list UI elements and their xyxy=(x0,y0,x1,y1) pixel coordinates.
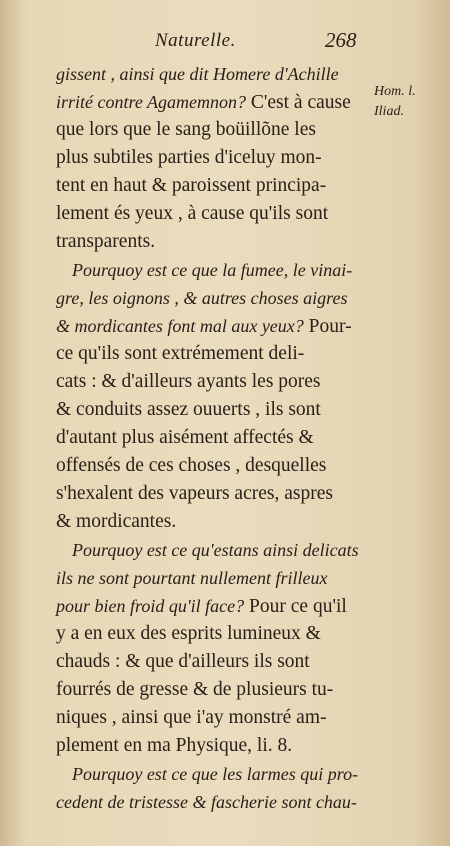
text-line xyxy=(56,648,378,676)
italic-segment: gissent , ainsi que dit Homere d'Achille xyxy=(56,64,339,84)
text-line xyxy=(56,256,378,284)
roman-segment: offensés de ces choses , desquelles xyxy=(56,455,327,476)
roman-segment: lement és yeux , à cause qu'ils sont xyxy=(56,203,329,224)
text-line xyxy=(56,676,378,704)
text-line xyxy=(56,452,378,480)
text-line xyxy=(56,788,378,816)
margin-note-line: Hom. l. xyxy=(374,84,416,99)
text-line xyxy=(56,480,378,508)
italic-segment: Pourquoy est ce que la fumee, le vinai- xyxy=(72,260,353,280)
roman-segment: C'est à cause xyxy=(245,92,351,113)
roman-segment: ce qu'ils sont extrémement deli- xyxy=(56,343,305,364)
text-line xyxy=(56,60,378,88)
margin-note xyxy=(374,82,444,122)
text-line xyxy=(56,312,378,340)
page-header xyxy=(0,30,450,54)
margin-note-line: Iliad. xyxy=(374,104,404,119)
text-line xyxy=(56,284,378,312)
roman-segment: & mordicantes. xyxy=(56,511,177,532)
roman-segment: cats : & d'ailleurs ayants les pores xyxy=(56,371,321,392)
roman-segment: s'hexalent des vapeurs acres, aspres xyxy=(56,483,333,504)
roman-segment: transparents. xyxy=(56,231,156,252)
text-line xyxy=(56,172,378,200)
italic-segment: Pourquoy est ce qu'estans ainsi delicats xyxy=(72,540,359,560)
roman-segment: Pour ce qu'il xyxy=(244,596,347,617)
italic-segment: cedent de tristesse & fascherie sont chau- xyxy=(56,792,357,812)
text-line xyxy=(56,396,378,424)
text-line xyxy=(56,732,378,760)
roman-segment: que lors que le sang boüillõne les xyxy=(56,119,316,140)
roman-segment: plement en ma Physique, li. 8. xyxy=(56,735,293,756)
italic-segment: & mordicantes font mal aux yeux? xyxy=(56,316,304,336)
text-line xyxy=(56,424,378,452)
body-text xyxy=(56,60,378,816)
roman-segment: d'autant plus aisément affectés & xyxy=(56,427,314,448)
page-number: 268 xyxy=(325,28,357,52)
text-line xyxy=(56,340,378,368)
text-line xyxy=(56,88,378,116)
roman-segment: tent en haut & paroissent principa- xyxy=(56,175,327,196)
roman-segment: chauds : & que d'ailleurs ils sont xyxy=(56,651,310,672)
italic-segment: gre, les oignons , & autres choses aigres xyxy=(56,288,348,308)
text-line xyxy=(56,536,378,564)
text-line xyxy=(56,144,378,172)
italic-segment: ils ne sont pourtant nullement frilleux xyxy=(56,568,328,588)
roman-segment: niques , ainsi que i'ay monstré am- xyxy=(56,707,327,728)
roman-segment: & conduits assez ouuerts , ils sont xyxy=(56,399,321,420)
text-line xyxy=(56,620,378,648)
roman-segment: y a en eux des esprits lumineux & xyxy=(56,623,321,644)
text-line xyxy=(56,704,378,732)
text-line xyxy=(56,508,378,536)
text-line xyxy=(56,368,378,396)
roman-segment: plus subtiles parties d'iceluy mon- xyxy=(56,147,322,168)
text-line xyxy=(56,200,378,228)
text-line xyxy=(56,760,378,788)
italic-segment: pour bien froid qu'il face? xyxy=(56,596,245,616)
text-line xyxy=(56,228,378,256)
text-line xyxy=(56,592,378,620)
roman-segment: Pour- xyxy=(303,316,352,337)
italic-segment: irrité contre Agamemnon? xyxy=(56,92,246,112)
text-line xyxy=(56,116,378,144)
roman-segment: fourrés de gresse & de plusieurs tu- xyxy=(56,679,334,700)
text-line xyxy=(56,564,378,592)
italic-segment: Pourquoy est ce que les larmes qui pro- xyxy=(72,764,359,784)
running-head: Naturelle. xyxy=(155,30,236,51)
